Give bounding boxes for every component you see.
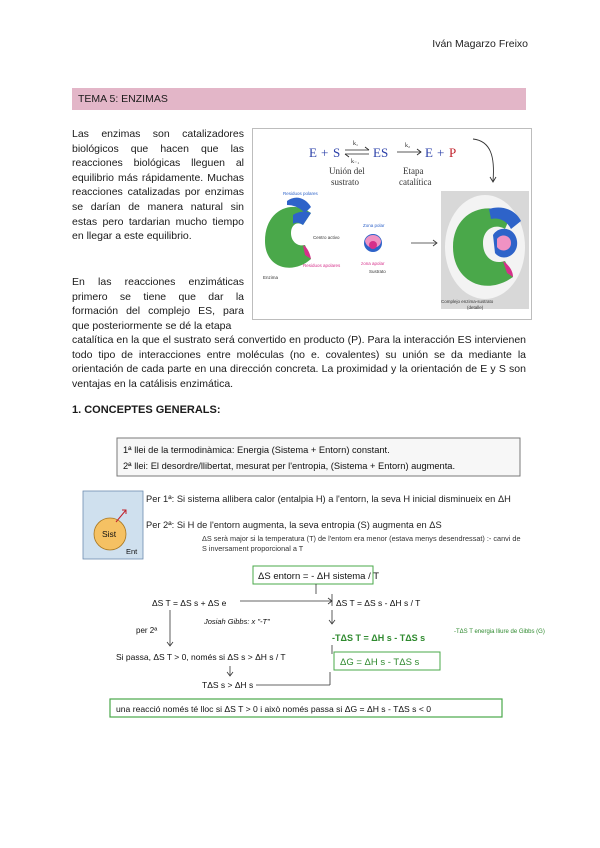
eq-dg: ΔG = ΔH s - TΔS s	[340, 657, 420, 668]
label-residuos-apolares: Residuos apolares	[303, 263, 341, 268]
es-paragraph: En las reacciones enzimáticas primero se tiene que dar la formación del complejo ES, para que posteriormente se dé la etapa	[72, 276, 244, 332]
enzyme-shape	[265, 198, 311, 268]
reaction-plus1: +	[321, 145, 329, 160]
reaction-e2: E	[425, 145, 433, 160]
section-banner	[72, 88, 526, 110]
per-2a-label: per 2ª	[136, 626, 158, 635]
eq-total: ΔS T = ΔS s + ΔS e	[152, 598, 227, 608]
enzyme-diagram	[253, 129, 531, 319]
law-2: 2ª llei: El desordre/llibertat, mesurat per l'entropia, (Sistema + Entorn) augmenta.	[123, 461, 456, 471]
reaction-p: P	[449, 145, 457, 160]
system-label: Sist	[102, 529, 117, 539]
label-etapa: Etapa	[403, 166, 424, 176]
environment-label: Ent	[126, 547, 138, 556]
km1-label: k₋₁	[351, 159, 360, 165]
per2-text: Per 2ª: Si H de l'entorn augmenta, la seva entropia (S) augmenta en ΔS	[146, 520, 442, 530]
label-sustrato: sustrato	[331, 177, 359, 187]
thermodynamics-figure	[80, 436, 545, 726]
eq-entorn: ΔS entorn = - ΔH sistema / T	[258, 571, 380, 582]
reaction-s: S	[333, 145, 341, 160]
label-sustrato-small: Sustrato	[369, 269, 386, 274]
eq-tds: -TΔS T = ΔH s - TΔS s	[332, 633, 426, 643]
enzyme-reaction-figure	[252, 128, 532, 320]
label-centro-activo: Centro activo	[313, 235, 340, 240]
law-1: 1ª llei de la termodinàmica: Energia (Sistema + Entorn) constant.	[123, 445, 390, 455]
label-enzima: Enzima	[263, 275, 279, 280]
label-zona-apolar: zona apolar	[361, 261, 385, 266]
eq-total-right: ΔS T = ΔS s - ΔH s / T	[336, 598, 421, 608]
delta-s-note: ΔS serà major si la temperatura (T) de l'entorn era menor (estava menys desendressat) :- canvi de S inversament proporcional a T	[202, 534, 521, 553]
author-name: Iván Magarzo Freixo	[432, 38, 528, 50]
label-complejo: Complejo enzima-sustrato	[441, 299, 494, 304]
banner-title: TEMA 5: ENZIMAS	[78, 93, 168, 105]
label-union: Unión del	[329, 166, 365, 176]
thermo-diagram	[80, 436, 545, 726]
si-passa-text: Si passa, ΔS T > 0, només si ΔS s > ΔH s / T	[116, 652, 286, 662]
intro-paragraph: Las enzimas son catalizadores biológicos que hacen que las reacciones biológicas lleguen al equilibrio más rápidamente. Muchas reacciones catalizadas por enzimas se darían de manera natural sin estas pero tardarian mucho tiempo en llegar a este equilibrio.	[72, 128, 244, 243]
reaction-es: ES	[373, 145, 389, 160]
k1-label: k₁	[353, 141, 359, 147]
gibbs-side-note: -TΔS T energia lliure de Gibbs (G)	[454, 629, 545, 635]
substrate-shape	[364, 234, 382, 252]
tds-gt-text: TΔS s > ΔH s	[202, 680, 254, 690]
per1-line: Per 1ª: Si sistema allibera calor (entalpia H) a l'entorn, la seva H inicial disminueix en ΔH	[146, 494, 511, 504]
section-heading: 1. CONCEPTES GENERALS:	[72, 404, 221, 416]
label-detalle: (detalle)	[467, 305, 484, 310]
conclusion-text: una reacció només té lloc si ΔS T > 0 i això només passa si ΔG = ΔH s - TΔS s < 0	[116, 704, 432, 714]
label-residuos-polares: Residuos polares	[283, 191, 318, 196]
per1-text	[146, 494, 511, 504]
gibbs-note: Josiah Gibbs: x "-T"	[204, 617, 270, 626]
reaction-plus2: +	[437, 145, 445, 160]
reaction-e: E	[309, 145, 317, 160]
catalytic-paragraph: catalítica en la que el sustrato será convertido en producto (P). Para la interacción ES intervienen todo tipo de interacciones entre moléculas (no e. covalentes) su unión se da mediante la orientación de cada parte en una dirección concreta. La proximidad y la orientación de E y S son ventajas en la catálisis enzimática.	[72, 334, 526, 390]
label-zona-polar: Zona polar	[363, 223, 385, 228]
k2-label: k₂	[405, 143, 411, 149]
label-catalitica: catalítica	[399, 177, 432, 187]
